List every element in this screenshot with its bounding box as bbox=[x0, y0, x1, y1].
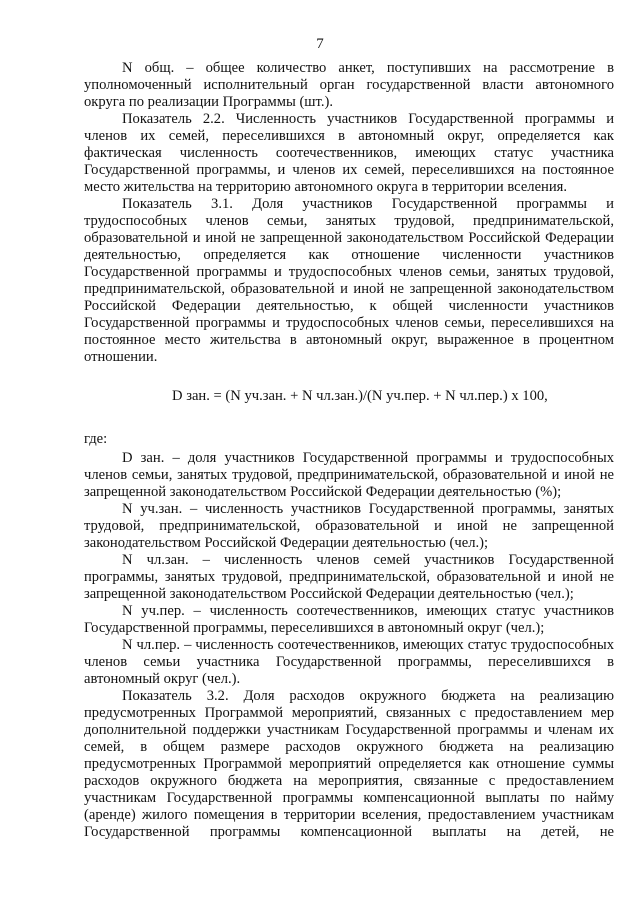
definition-d-employed: D зан. – доля участников Государственной программы и трудоспособных членов семьи, занятых трудовой, предпринимательской, образовательной и иной не запрещенной законодательством Российской Федерации деятельностью (%); bbox=[84, 450, 614, 500]
paragraph-n-total-definition: N общ. – общее количество анкет, поступивших на рассмотрение в уполномоченный исполнительный орган государственной власти автономного округа по реализации Программы (шт.). bbox=[84, 60, 614, 110]
document-body bbox=[84, 60, 614, 841]
paragraph-indicator-2-2: Показатель 2.2. Численность участников Государственной программы и членов их семей, переселившихся в автономный округ, определяется как фактическая численность соотечественников, имеющих статус участника Государственной программы, и членов их семей, переселившихся на постоянное место жительства на территорию автономного округа в территории вселения. bbox=[84, 111, 614, 195]
paragraph-indicator-3-1: Показатель 3.1. Доля участников Государственной программы и трудоспособных членов семьи, занятых трудовой, предпринимательской, образовательной и иной не запрещенной законодательством Российской Федерации деятельностью, определяется как отношение численности участников Государственной программы и трудоспособных членов семьи, занятых трудовой, предпринимательской, образовательной и иной не запрещенной законодательством Российской Федерации деятельностью, к общей численности участников Государственной программы и трудоспособных членов семьи, переселившихся на постоянное место жительства в автономный округ, выраженное в процентном отношении. bbox=[84, 196, 614, 365]
where-label: где: bbox=[84, 431, 108, 447]
paragraph-indicator-3-2: Показатель 3.2. Доля расходов окружного бюджета на реализацию предусмотренных Программой мероприятий, связанных с предоставлением мер дополнительной поддержки участникам Государственной программы и членам их семей, в общем размере расходов окружного бюджета на реализацию предусмотренных Программой мероприятий определяется как отношение суммы расходов окружного бюджета на мероприятия, связанные с предоставлением участникам Государственной программы компенсационной выплаты по найму (аренде) жилого помещения в территории вселения, предоставлением участникам Государственной программы компенсационной выплаты на детей, не bbox=[84, 688, 614, 840]
formula-d-employed: D зан. = (N уч.зан. + N чл.зан.)/(N уч.пер. + N чл.пер.) x 100, bbox=[172, 388, 548, 404]
definition-n-participants-employed: N уч.зан. – численность участников Государственной программы, занятых трудовой, предпринимательской, образовательной и иной не запрещенной законодательством Российской Федерации деятельностью (чел.); bbox=[84, 501, 614, 551]
definition-n-family-employed: N чл.зан. – численность членов семей участников Государственной программы, занятых трудовой, предпринимательской, образовательной и иной не запрещенной законодательством Российской Федерации деятельностью (чел.); bbox=[84, 552, 614, 602]
definition-n-family-resettled: N чл.пер. – численность соотечественников, имеющих статус трудоспособных членов семьи участника Государственной программы, переселившихся в автономный округ (чел.). bbox=[84, 637, 614, 687]
page-number: 7 bbox=[316, 36, 324, 52]
definition-n-participants-resettled: N уч.пер. – численность соотечественников, имеющих статус участников Государственной программы, переселившихся в автономный округ (чел.); bbox=[84, 603, 614, 636]
